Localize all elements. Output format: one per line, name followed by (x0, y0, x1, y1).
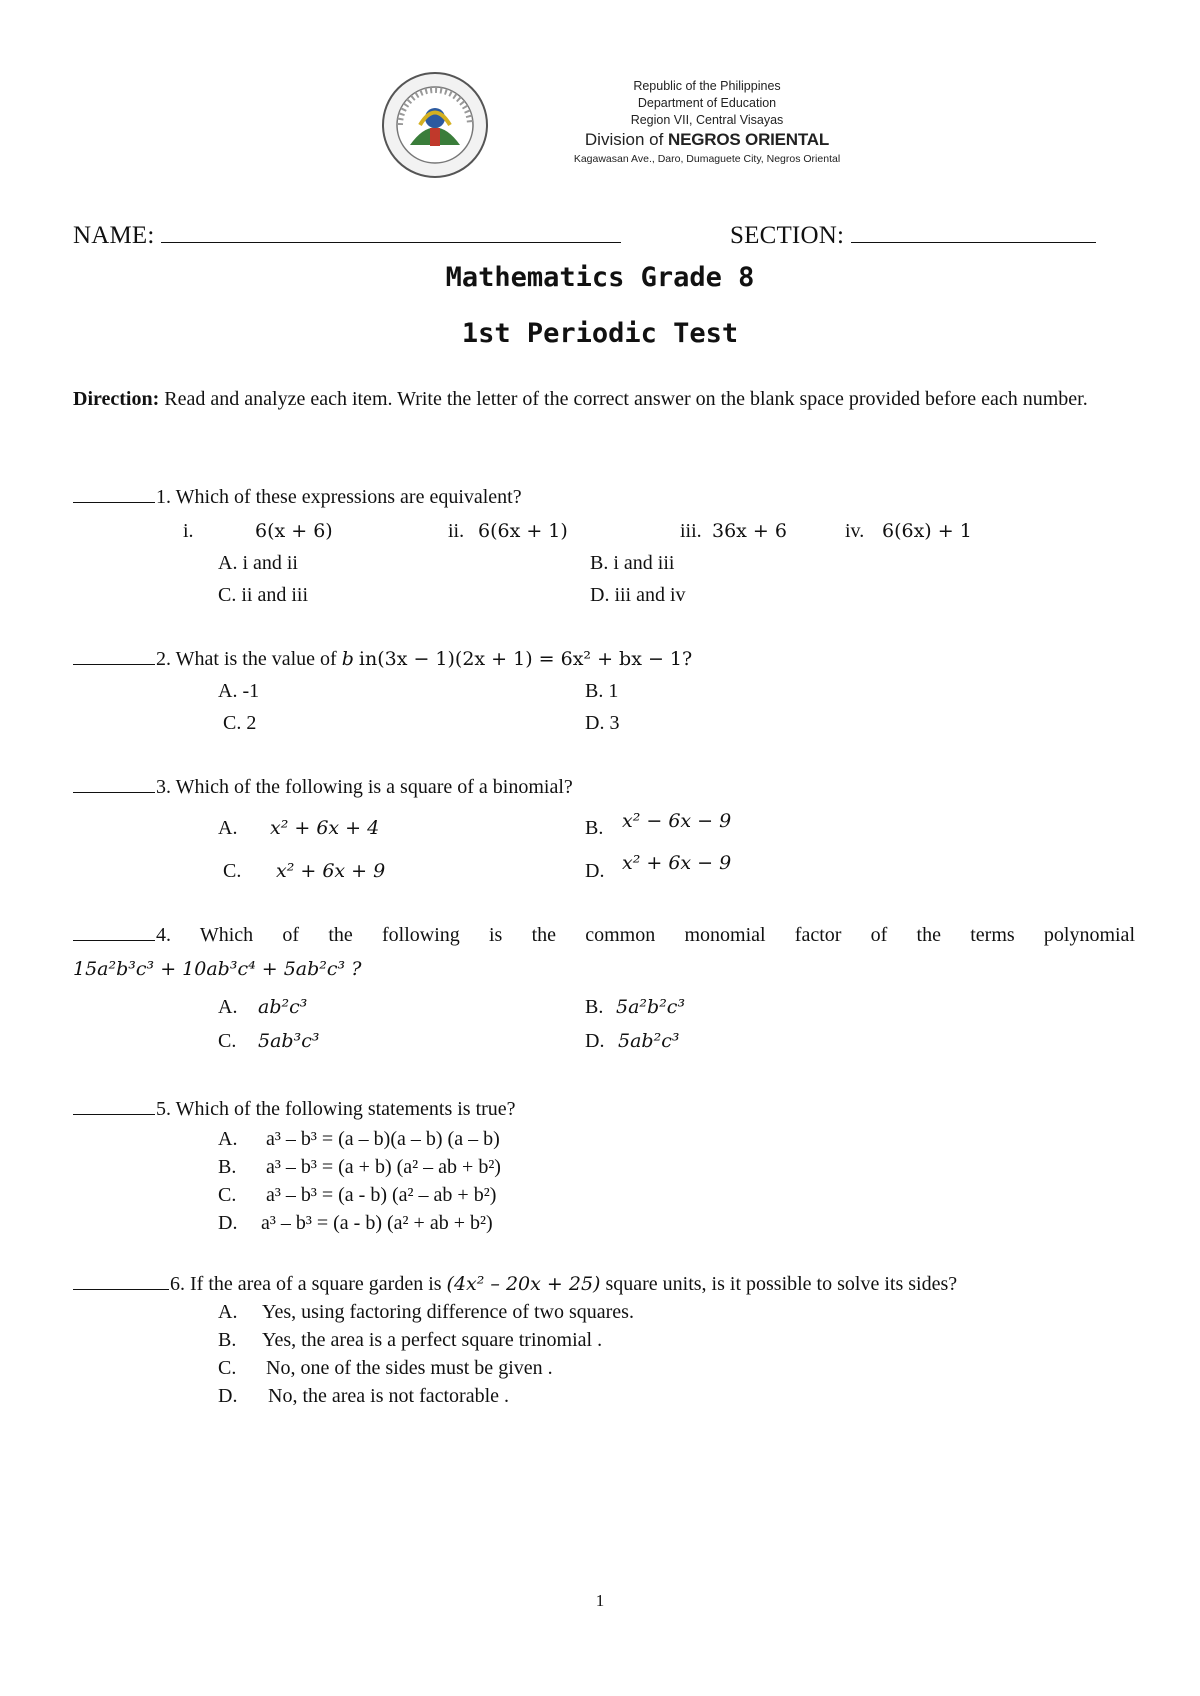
q4-option-a[interactable]: ab²c³ (258, 996, 308, 1018)
q5-option-c-label[interactable]: C. (218, 1184, 237, 1206)
question-6 (73, 1271, 957, 1297)
answer-blank-6[interactable] (73, 1271, 169, 1290)
question-2 (73, 646, 692, 672)
question-5 (73, 1096, 516, 1122)
q6-option-b[interactable]: Yes, the area is a perfect square trinomial . (262, 1329, 603, 1351)
q1-option-d[interactable]: D. iii and iv (590, 584, 686, 606)
q1-item-i-label: i. (183, 520, 194, 542)
page-number: 1 (595, 1591, 605, 1610)
direction-text: Read and analyze each item. Write the letter of the correct answer on the blank space provided before each number. (159, 388, 1088, 410)
q6-option-d[interactable]: No, the area is not factorable . (268, 1385, 510, 1407)
q5-option-a-label[interactable]: A. (218, 1128, 238, 1150)
question-text-a: What is the value of (175, 648, 337, 670)
q1-item-iii-label: iii. (680, 520, 702, 542)
question-4 (73, 922, 1135, 948)
q1-item-iv-label: iv. (845, 520, 865, 542)
q1-item-i: 6(x + 6) (255, 520, 333, 542)
question-text-b: square units, is it possible to solve its sides? (605, 1273, 958, 1295)
q3-option-a-label[interactable]: A. (218, 817, 238, 839)
q4-option-d-label[interactable]: D. (585, 1030, 605, 1052)
q2-option-c[interactable]: C. 2 (223, 712, 257, 734)
name-blank[interactable] (161, 224, 621, 243)
q1-item-ii: 6(6x + 1) (478, 520, 568, 542)
q1-item-iv: 6(6x) + 1 (882, 520, 972, 542)
question-text-a: If the area of a square garden is (185, 1273, 442, 1295)
question-number: 3. (156, 776, 171, 798)
answer-blank-3[interactable] (73, 774, 155, 793)
question-text: Which of these expressions are equivalent? (175, 486, 522, 508)
direction-label: Direction: (73, 388, 160, 410)
q3-option-c[interactable]: x² + 6x + 9 (276, 860, 386, 882)
name-field (73, 222, 621, 250)
q6-option-b-label[interactable]: B. (218, 1329, 237, 1351)
q2-option-a[interactable]: A. -1 (218, 680, 260, 702)
question-number: 5. (156, 1098, 171, 1120)
q4-polynomial: 15a²b³c³ + 10ab³c⁴ + 5ab²c³ ? (73, 958, 362, 980)
question-1 (73, 484, 522, 510)
question-text: Which of the following statements is true? (175, 1098, 516, 1120)
q2-option-b[interactable]: B. 1 (585, 680, 619, 702)
header-country: Republic of the Philippines (633, 79, 781, 93)
q1-option-b[interactable]: B. i and iii (590, 552, 675, 574)
q1-option-a[interactable]: A. i and ii (218, 552, 298, 574)
section-blank[interactable] (851, 224, 1096, 243)
q4-option-c[interactable]: 5ab³c³ (258, 1030, 320, 1052)
question-text: Which of the following is the common monomial factor of the terms polynomial (199, 924, 1135, 946)
q3-option-a[interactable]: x² + 6x + 4 (270, 817, 380, 839)
q6-option-d-label[interactable]: D. (218, 1385, 238, 1407)
q3-option-d[interactable]: x² + 6x − 9 (622, 852, 732, 874)
section-field (730, 222, 1096, 250)
question-expression: (4x² – 20x + 25) (446, 1273, 601, 1295)
question-number: 1. (156, 486, 171, 508)
q1-option-c[interactable]: C. ii and iii (218, 584, 308, 606)
q3-option-c-label[interactable]: C. (223, 860, 242, 882)
question-text: Which of the following is a square of a binomial? (175, 776, 573, 798)
q4-option-d[interactable]: 5ab²c³ (618, 1030, 680, 1052)
name-label: NAME: (73, 222, 155, 249)
answer-blank-5[interactable] (73, 1096, 155, 1115)
q6-option-c-label[interactable]: C. (218, 1357, 237, 1379)
q5-option-c[interactable]: a³ – b³ = (a - b) (a² – ab + b²) (266, 1184, 497, 1206)
q5-option-b-label[interactable]: B. (218, 1156, 237, 1178)
q5-option-b[interactable]: a³ – b³ = (a + b) (a² – ab + b²) (266, 1156, 501, 1178)
answer-blank-2[interactable] (73, 646, 155, 665)
q4-option-b[interactable]: 5a²b²c³ (616, 996, 686, 1018)
q4-option-c-label[interactable]: C. (218, 1030, 237, 1052)
q6-option-a-label[interactable]: A. (218, 1301, 238, 1323)
q1-item-ii-label: ii. (448, 520, 465, 542)
answer-blank-4[interactable] (73, 922, 155, 941)
page-title: Mathematics Grade 8 (445, 262, 755, 293)
section-label: SECTION: (730, 222, 845, 249)
q4-option-a-label[interactable]: A. (218, 996, 238, 1018)
header-department: Department of Education (637, 96, 777, 110)
letterhead (380, 70, 840, 180)
question-number: 2. (156, 648, 171, 670)
q3-option-b-label[interactable]: B. (585, 817, 604, 839)
q1-item-iii: 36x + 6 (712, 520, 787, 542)
q3-option-b[interactable]: x² − 6x − 9 (622, 810, 732, 832)
question-variable: b (341, 648, 354, 670)
q5-option-d-label[interactable]: D. (218, 1212, 238, 1234)
q6-option-c[interactable]: No, one of the sides must be given . (266, 1357, 553, 1379)
q4-option-b-label[interactable]: B. (585, 996, 604, 1018)
question-number: 4. (156, 924, 171, 946)
direction-paragraph (73, 384, 1135, 415)
q6-option-a[interactable]: Yes, using factoring difference of two squares. (262, 1301, 634, 1323)
question-number: 6. (170, 1273, 185, 1295)
header-division: Division of NEGROS ORIENTAL (584, 130, 830, 149)
header-address: Kagawasan Ave., Daro, Dumaguete City, Negros Oriental (573, 153, 841, 165)
q5-option-d[interactable]: a³ – b³ = (a - b) (a² + ab + b²) (261, 1212, 493, 1234)
question-equation: in(3x − 1)(2x + 1) = 6x² + bx − 1? (358, 648, 693, 670)
question-3 (73, 774, 573, 800)
q3-option-d-label[interactable]: D. (585, 860, 605, 882)
answer-blank-1[interactable] (73, 484, 155, 503)
page-subtitle: 1st Periodic Test (461, 318, 739, 349)
q2-option-d[interactable]: D. 3 (585, 712, 620, 734)
q5-option-a[interactable]: a³ – b³ = (a – b)(a – b) (a – b) (266, 1128, 500, 1150)
header-region: Region VII, Central Visayas (630, 113, 784, 127)
